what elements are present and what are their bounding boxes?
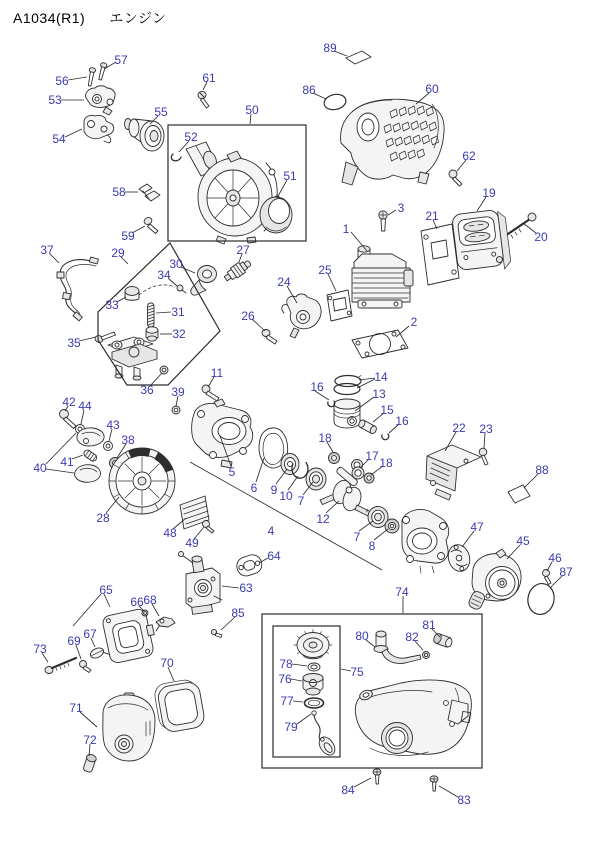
part-3-screw: [379, 211, 387, 231]
part-label-16: 16: [395, 414, 409, 428]
leader-line-35: [79, 337, 96, 341]
part-label-2: 2: [410, 315, 418, 329]
part-37-wire-harness: [57, 257, 98, 321]
part-67-clip: [89, 645, 109, 662]
part-label-64: 64: [267, 549, 281, 563]
part-label-65: 65: [99, 583, 113, 597]
part-78-ring: [308, 663, 320, 671]
part-28-flywheel: [109, 448, 175, 514]
part-4-crankcase-half-right: [402, 509, 449, 573]
part-label-7: 7: [353, 530, 361, 544]
part-label-86: 86: [302, 83, 316, 97]
part-24-intake-manifold: [282, 294, 321, 338]
part-label-76: 76: [278, 672, 292, 686]
part-label-74: 74: [395, 585, 409, 599]
part-5-crankcase-half-left: [192, 399, 253, 468]
part-label-77: 77: [280, 694, 294, 708]
part-label-43: 43: [106, 418, 120, 432]
part-39-nut: [172, 406, 180, 414]
part-label-85: 85: [231, 606, 245, 620]
part-label-50: 50: [245, 103, 259, 117]
leader-line-79: [297, 714, 311, 724]
part-51-bearing-cup: [260, 197, 292, 233]
part-label-32: 32: [172, 327, 186, 341]
part-14-piston-rings: [334, 376, 361, 395]
leader-line-65: [73, 594, 101, 626]
part-label-16: 16: [310, 380, 324, 394]
part-label-88: 88: [535, 463, 549, 477]
part-82-grommet: [423, 652, 430, 659]
part-76-cap-insert: [303, 674, 323, 696]
part-18-washer-right: [364, 473, 374, 483]
annotations-layer: [33, 41, 573, 807]
part-label-29: 29: [111, 246, 125, 260]
part-label-7: 7: [297, 494, 305, 508]
part-label-14: 14: [374, 370, 388, 384]
part-12-crankshaft: [320, 460, 373, 518]
part-18-bearing-left: [329, 453, 340, 464]
leader-line-6: [256, 458, 264, 482]
part-79-cap-retainer: [312, 711, 338, 758]
part-label-5: 5: [228, 465, 236, 479]
part-17-bearing: [352, 467, 364, 479]
part-label-47: 47: [470, 520, 484, 534]
part-15-wrist-pin: [357, 419, 377, 435]
part-30-plug-cap: [191, 266, 217, 296]
part-83-screw: [430, 776, 438, 791]
leader-line-31: [156, 312, 171, 313]
ignition-group-box: [98, 243, 220, 385]
part-label-20: 20: [534, 230, 548, 244]
part-32-grommet: [146, 327, 158, 341]
part-42-bolt: [60, 410, 77, 429]
part-label-66: 66: [130, 595, 144, 609]
part-26-screw: [262, 330, 277, 345]
part-label-15: 15: [380, 403, 394, 417]
leader-line-83: [439, 786, 458, 797]
part-label-41: 41: [60, 455, 74, 469]
part-65-air-cleaner-base: [101, 607, 158, 664]
part-13-piston: [334, 399, 360, 428]
part-34-screw: [177, 285, 186, 293]
leader-line-84: [354, 778, 371, 787]
part-label-12: 12: [316, 512, 330, 526]
part-label-33: 33: [105, 298, 119, 312]
part-76-fuel-cap: [294, 630, 332, 659]
part-87-oval-seal: [525, 581, 557, 617]
part-label-70: 70: [160, 656, 174, 670]
part-22-tank-guard: [426, 445, 481, 500]
part-86-oval-seal: [323, 92, 348, 111]
drawing-number: A1034(R1): [13, 10, 86, 26]
part-58-clips: [139, 184, 160, 201]
part-46-screw: [543, 570, 552, 585]
part-label-28: 28: [96, 511, 110, 525]
part-60-engine-cover: [341, 99, 445, 185]
leader-line-14: [359, 378, 375, 380]
part-45-recoil-starter: [467, 549, 521, 611]
part-20-muffler-bolt: [508, 213, 536, 238]
part-77-o-ring: [305, 698, 324, 708]
part-label-60: 60: [425, 82, 439, 96]
part-label-11: 11: [210, 366, 224, 380]
leader-line-10: [288, 476, 298, 490]
part-label-59: 59: [121, 229, 135, 243]
leader-line-8: [374, 529, 388, 540]
part-label-52: 52: [184, 130, 198, 144]
drawing-title-japanese: エンジン: [109, 10, 167, 26]
part-label-83: 83: [457, 793, 471, 807]
part-label-30: 30: [169, 257, 183, 271]
part-label-48: 48: [163, 526, 177, 540]
part-35-screw: [94, 332, 115, 344]
part-label-27: 27: [236, 243, 250, 257]
part-label-51: 51: [283, 169, 297, 183]
leader-line-30: [181, 267, 195, 273]
part-84-screw: [373, 769, 381, 784]
part-label-87: 87: [559, 565, 573, 579]
part-label-79: 79: [284, 720, 298, 734]
part-66-nut: [142, 610, 148, 616]
part-74-fuel-tank: [355, 680, 471, 756]
part-label-35: 35: [67, 336, 81, 350]
part-62-screw: [449, 170, 462, 186]
part-70-filter-frame: [153, 678, 206, 734]
part-label-68: 68: [143, 593, 157, 607]
part-label-72: 72: [83, 733, 97, 747]
part-29-ignition-coil: [108, 337, 157, 380]
part-69-screw: [80, 661, 92, 673]
part-label-84: 84: [341, 783, 355, 797]
part-11-bolt: [202, 385, 219, 401]
part-label-67: 67: [83, 627, 97, 641]
part-71-air-cleaner-cover: [103, 693, 155, 761]
part-label-57: 57: [114, 53, 128, 67]
leader-line-9: [276, 469, 287, 484]
part-19-muffler: [452, 209, 512, 275]
part-55-clutch-drum: [125, 119, 165, 152]
part-label-63: 63: [239, 581, 253, 595]
part-label-45: 45: [516, 534, 530, 548]
part-label-34: 34: [157, 268, 171, 282]
part-64-carb-gasket: [234, 552, 264, 578]
part-47-starter-pawl-plate: [445, 542, 472, 574]
part-label-26: 26: [241, 309, 255, 323]
part-81-fuel-filter: [433, 633, 454, 649]
part-41-clutch-spring: [83, 449, 98, 463]
part-label-55: 55: [154, 105, 168, 119]
part-21-muffler-gasket: [421, 224, 459, 285]
part-label-73: 73: [33, 642, 47, 656]
part-label-9: 9: [270, 483, 278, 497]
part-label-10: 10: [279, 489, 293, 503]
part-54-bracket: [84, 115, 114, 143]
leader-line-54: [65, 129, 82, 137]
part-61-screw: [198, 91, 209, 108]
part-59-screw: [143, 216, 158, 233]
part-label-53: 53: [48, 93, 62, 107]
part-label-23: 23: [479, 422, 493, 436]
part-label-1: 1: [342, 222, 350, 236]
part-88-sticker: [508, 485, 530, 503]
part-label-44: 44: [78, 399, 92, 413]
part-label-4: 4: [267, 524, 275, 538]
part-9-oil-seal: [281, 454, 299, 475]
part-label-61: 61: [202, 71, 216, 85]
part-label-58: 58: [112, 185, 126, 199]
part-56-57-bolts: [86, 62, 107, 86]
part-89-gasket-sticker: [346, 51, 371, 64]
part-label-21: 21: [425, 209, 439, 223]
part-label-81: 81: [422, 618, 436, 632]
part-label-54: 54: [52, 132, 66, 146]
part-label-78: 78: [279, 657, 293, 671]
part-63-carburetor: [179, 552, 223, 615]
part-52-clip: [171, 154, 181, 161]
part-label-18: 18: [379, 456, 393, 470]
part-49-screw: [203, 521, 215, 534]
part-label-46: 46: [548, 551, 562, 565]
leader-line-63: [222, 586, 239, 588]
leader-line-77: [293, 701, 303, 702]
leader-line-3: [388, 210, 396, 215]
part-1-cylinder: [352, 246, 413, 308]
part-label-13: 13: [372, 387, 386, 401]
part-43-washer: [104, 442, 113, 451]
part-53-bracket: [86, 86, 116, 115]
part-label-3: 3: [397, 201, 405, 215]
part-72-cover-latch: [82, 753, 97, 773]
part-label-75: 75: [350, 665, 364, 679]
leader-line-56: [68, 77, 87, 80]
part-label-40: 40: [33, 461, 47, 475]
part-label-69: 69: [67, 634, 81, 648]
leader-line-7: [359, 521, 373, 531]
part-label-22: 22: [452, 421, 466, 435]
part-label-36: 36: [140, 383, 154, 397]
leader-line-76: [291, 679, 302, 681]
part-33-terminal-cap: [125, 285, 175, 300]
part-label-42: 42: [62, 395, 76, 409]
part-label-25: 25: [318, 263, 332, 277]
part-label-37: 37: [40, 243, 54, 257]
part-label-38: 38: [121, 433, 135, 447]
part-label-8: 8: [368, 539, 376, 553]
leader-line-78: [292, 664, 307, 666]
part-8-oil-seal-right: [385, 519, 399, 533]
part-label-71: 71: [69, 701, 83, 715]
part-label-17: 17: [365, 449, 379, 463]
part-label-82: 82: [405, 630, 419, 644]
part-25-intake-gasket: [327, 290, 352, 321]
part-68-choke-lever: [156, 617, 175, 631]
part-73-long-bolt: [45, 658, 76, 674]
part-label-62: 62: [462, 149, 476, 163]
part-36-nut: [160, 366, 168, 374]
part-31-spring: [148, 303, 155, 327]
part-label-39: 39: [171, 385, 185, 399]
part-label-80: 80: [355, 629, 369, 643]
part-label-18: 18: [318, 431, 332, 445]
part-label-6: 6: [250, 481, 258, 495]
part-label-56: 56: [55, 74, 69, 88]
part-label-49: 49: [185, 536, 199, 550]
part-label-19: 19: [482, 186, 496, 200]
leader-line-40: [46, 469, 74, 473]
part-label-31: 31: [171, 305, 185, 319]
part-27-spark-plug: [222, 257, 253, 283]
part-label-89: 89: [323, 41, 337, 55]
part-85-screw: [211, 629, 222, 637]
part-label-24: 24: [277, 275, 291, 289]
